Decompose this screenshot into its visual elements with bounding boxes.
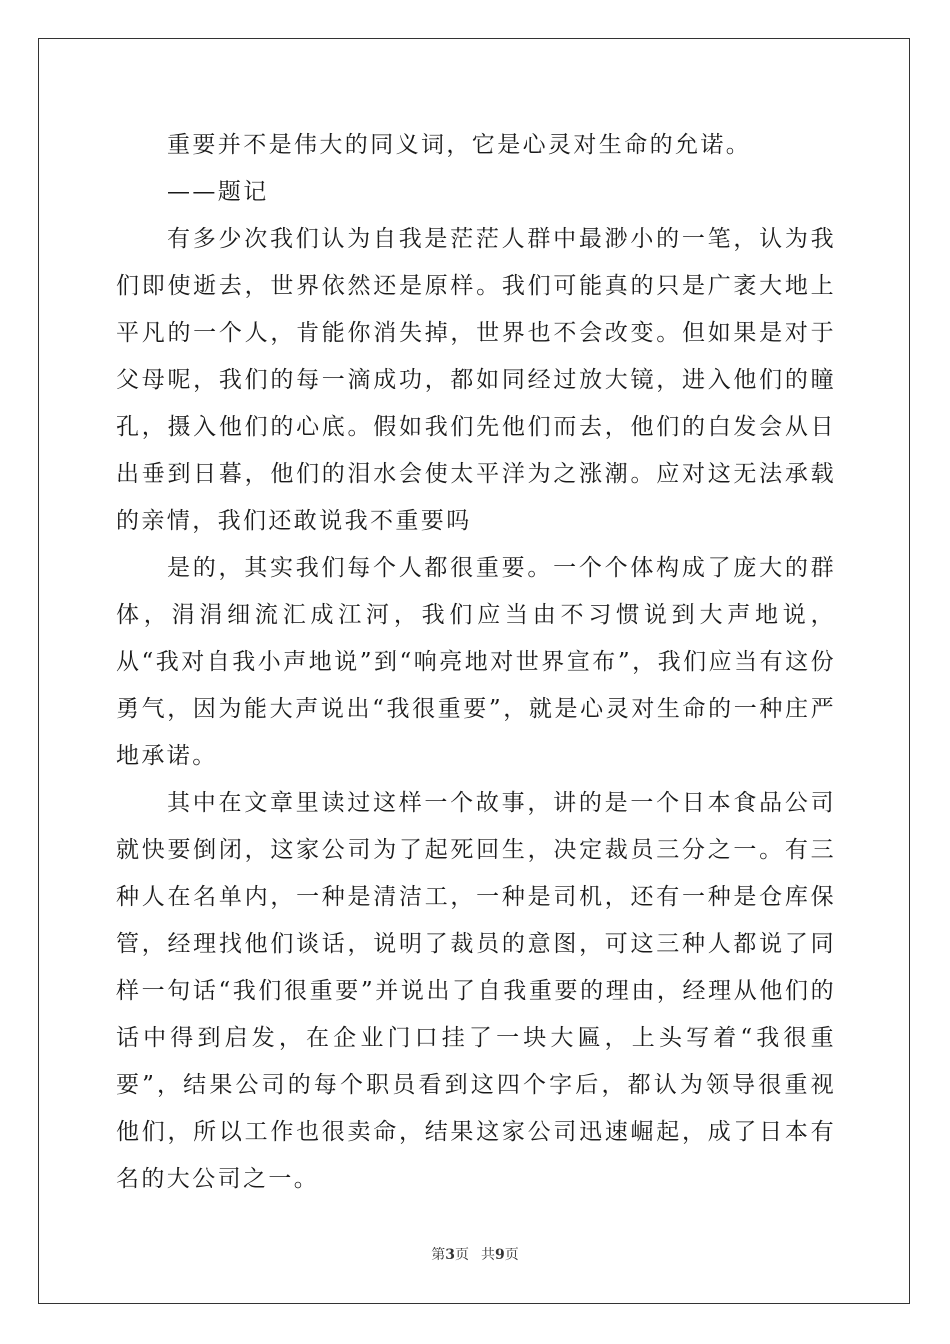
total-pages: 9 <box>495 1247 505 1263</box>
total-prefix: 共 <box>481 1247 495 1263</box>
page-prefix: 第 <box>431 1247 446 1263</box>
paragraph-1: 有多少次我们认为自我是茫茫人群中最渺小的一笔，认为我们即使逝去，世界依然还是原样。我们可能真的只是广袤大地上平凡的一个人，肯能你消失掉，世界也不会改变。但如果是对于父母呢，我们的每一滴成功，都如同经过放大镜，进入他们的瞳孔，摄入他们的心底。假如我们先他们而去，他们的白发会从日出垂到日暮，他们的泪水会使太平洋为之涨潮。应对这无法承载的亲情，我们还敢说我不重要吗 <box>116 226 836 534</box>
page-suffix: 页 <box>455 1247 469 1263</box>
paragraph-3: 其中在文章里读过这样一个故事，讲的是一个日本食品公司就快要倒闭，这家公司为了起死回生，决定裁员三分之一。有三种人在名单内，一种是清洁工，一种是司机，还有一种是仓库保管，经理找他们谈话，说明了裁员的意图，可这三种人都说了同样一句话“我们很重要”并说出了自我重要的理由，经理从他们的话中得到启发，在企业门口挂了一块大匾，上头写着“我很重要”，结果公司的每个职员看到这四个字后，都认为领导很重视他们，所以工作也很卖命，结果这家公司迅速崛起，成了日本有名的大公司之一。 <box>116 790 836 1192</box>
page-footer <box>0 1244 950 1264</box>
total-suffix: 页 <box>504 1247 519 1263</box>
epigraph-attribution: ——题记 <box>167 179 269 205</box>
page-number: 3 <box>445 1247 455 1263</box>
epigraph: 重要并不是伟大的同义词，它是心灵对生命的允诺。 <box>167 132 752 158</box>
document-body <box>116 122 836 1203</box>
paragraph-2: 是的，其实我们每个人都很重要。一个个体构成了庞大的群体，涓涓细流汇成江河，我们应当由不习惯说到大声地说，从“我对自我小声地说”到“响亮地对世界宣布”，我们应当有这份勇气，因为能大声说出“我很重要”，就是心灵对生命的一种庄严地承诺。 <box>116 555 836 769</box>
